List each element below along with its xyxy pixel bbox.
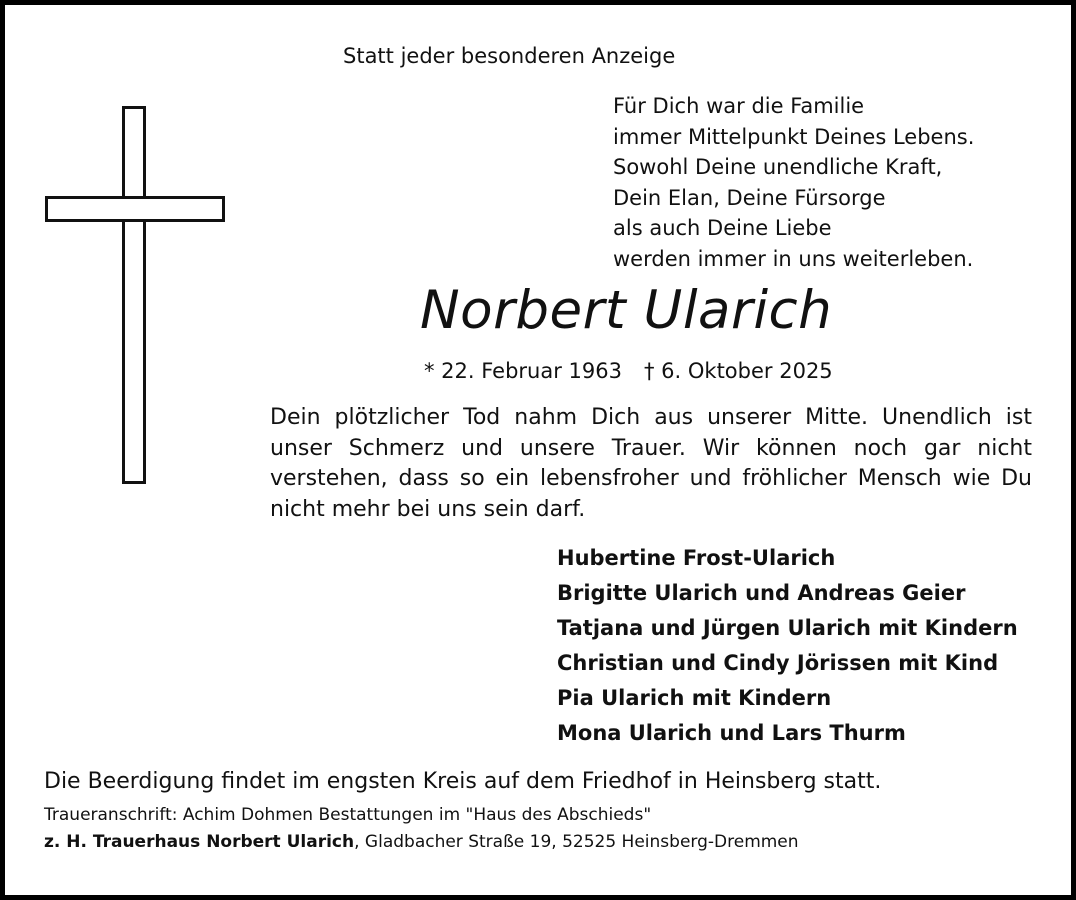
cross-icon [45,106,225,484]
poem-line: Für Dich war die Familie [613,94,865,118]
cross-vertical-beam [122,106,146,484]
poem-line: immer Mittelpunkt Deines Lebens. [613,124,975,149]
poem-line: als auch Deine Liebe [613,216,832,240]
death-date: † 6. Oktober 2025 [644,359,833,383]
family-member: Pia Ularich mit Kindern [557,686,832,710]
header-text: Statt jeder besonderen Anzeige [343,44,676,68]
poem-line: Dein Elan, Deine Fürsorge [613,185,886,210]
family-member: Hubertine Frost-Ularich [557,546,836,570]
address-recipient: z. H. Trauerhaus Norbert Ularich [44,832,355,852]
cross-junction [125,199,143,219]
birth-date: * 22. Februar 1963 [424,359,622,383]
life-dates [424,359,833,383]
family-member: Brigitte Ularich und Andreas Geier [557,581,966,605]
deceased-name: Norbert Ularich [420,280,833,341]
poem [613,91,974,274]
address-line-2 [44,832,799,852]
poem-line: Sowohl Deine unendliche Kraft, [613,155,943,179]
poem-line: werden immer in uns weiterleben. [613,246,974,271]
family-list [557,541,1018,751]
family-member: Mona Ularich und Lars Thurm [557,721,906,745]
address-line-1: Traueranschrift: Achim Dohmen Bestattungen im "Haus des Abschieds" [44,805,652,825]
address-street: , Gladbacher Straße 19, 52525 Heinsberg-Dremmen [354,832,799,852]
condolence-text: Dein plötzlicher Tod nahm Dich aus unserer Mitte. Unendlich ist unser Schmerz und unsere Trauer. Wir können noch gar nicht verstehen, dass so ein lebensfroher und fröhlicher Mensch wie Du nicht mehr bei uns sein darf. [270,405,1032,522]
funeral-note: Die Beerdigung findet im engsten Kreis auf dem Friedhof in Heinsberg statt. [44,769,882,794]
family-member: Christian und Cindy Jörissen mit Kind [557,651,999,675]
family-member: Tatjana und Jürgen Ularich mit Kindern [557,616,1018,640]
